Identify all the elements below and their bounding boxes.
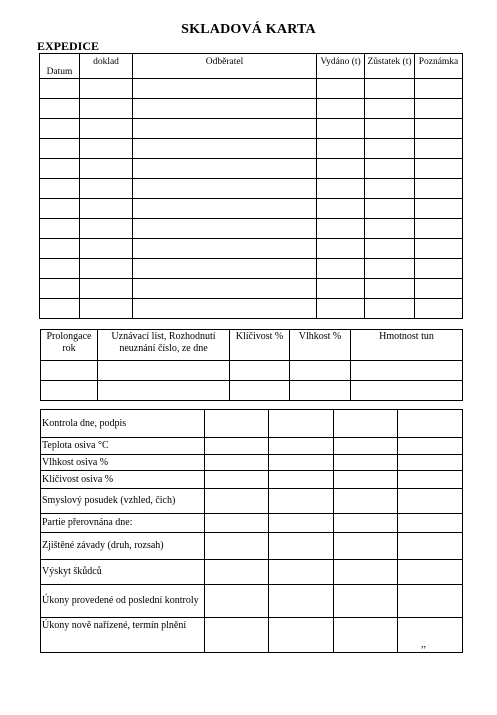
col-vlhkost: Vlhkost % bbox=[290, 330, 351, 361]
table-row bbox=[41, 455, 463, 471]
col-poznamka: Poznámka bbox=[415, 54, 463, 79]
col-klicivost: Klíčivost % bbox=[230, 330, 290, 361]
quote-mark: ,, bbox=[421, 639, 426, 650]
table-row bbox=[41, 471, 463, 489]
table-row bbox=[40, 219, 463, 239]
table-row bbox=[40, 259, 463, 279]
table-row bbox=[41, 381, 463, 401]
table-row bbox=[41, 361, 463, 381]
col-hmotnost: Hmotnost tun bbox=[351, 330, 463, 361]
prolongation-table-header bbox=[41, 330, 463, 361]
row-label: Vlhkost osiva % bbox=[41, 455, 205, 471]
table-row bbox=[40, 139, 463, 159]
col-datum: Datum bbox=[40, 54, 80, 79]
col-doklad: doklad bbox=[80, 54, 133, 79]
col-zustatek: Zůstatek (t) bbox=[365, 54, 415, 79]
row-label: Smyslový posudek (vzhled, čich) bbox=[41, 489, 205, 514]
table-row bbox=[41, 618, 463, 653]
row-label: Úkony provedené od poslední kontroly bbox=[41, 585, 205, 618]
row-label: Teplota osiva °C bbox=[41, 438, 205, 455]
col-uznavaci-list: Uznávací list, Rozhodnutí neuznání číslo, ze dne bbox=[98, 330, 230, 361]
table-row bbox=[41, 438, 463, 455]
dispatch-table-header bbox=[40, 54, 463, 79]
row-label: Výskyt škůdců bbox=[41, 560, 205, 585]
row-label: Partie přerovnána dne: bbox=[41, 514, 205, 533]
table-row bbox=[41, 514, 463, 533]
table-row bbox=[40, 99, 463, 119]
prolongation-table bbox=[40, 329, 463, 401]
table-row bbox=[41, 489, 463, 514]
col-vydano: Vydáno (t) bbox=[317, 54, 365, 79]
table-row bbox=[41, 560, 463, 585]
row-label: Kontrola dne, podpis bbox=[41, 410, 205, 438]
table-row bbox=[41, 533, 463, 560]
table-row bbox=[41, 410, 463, 438]
row-label: Úkony nově nařízené, termín plnění bbox=[41, 618, 205, 653]
col-prolongace: Prolongace rok bbox=[41, 330, 98, 361]
table-row bbox=[41, 585, 463, 618]
section-title: EXPEDICE bbox=[37, 39, 100, 53]
table-row bbox=[40, 79, 463, 99]
table-row bbox=[40, 279, 463, 299]
dispatch-table bbox=[39, 53, 463, 319]
row-label: Klíčivost osiva % bbox=[41, 471, 205, 489]
inspection-table bbox=[40, 409, 463, 653]
table-row bbox=[40, 299, 463, 319]
col-odberatel: Odběratel bbox=[133, 54, 317, 79]
page-title: SKLADOVÁ KARTA bbox=[181, 22, 316, 37]
table-row bbox=[40, 199, 463, 219]
table-row bbox=[40, 179, 463, 199]
table-row bbox=[40, 239, 463, 259]
row-label: Zjištěné závady (druh, rozsah) bbox=[41, 533, 205, 560]
table-row bbox=[40, 159, 463, 179]
table-row bbox=[40, 119, 463, 139]
